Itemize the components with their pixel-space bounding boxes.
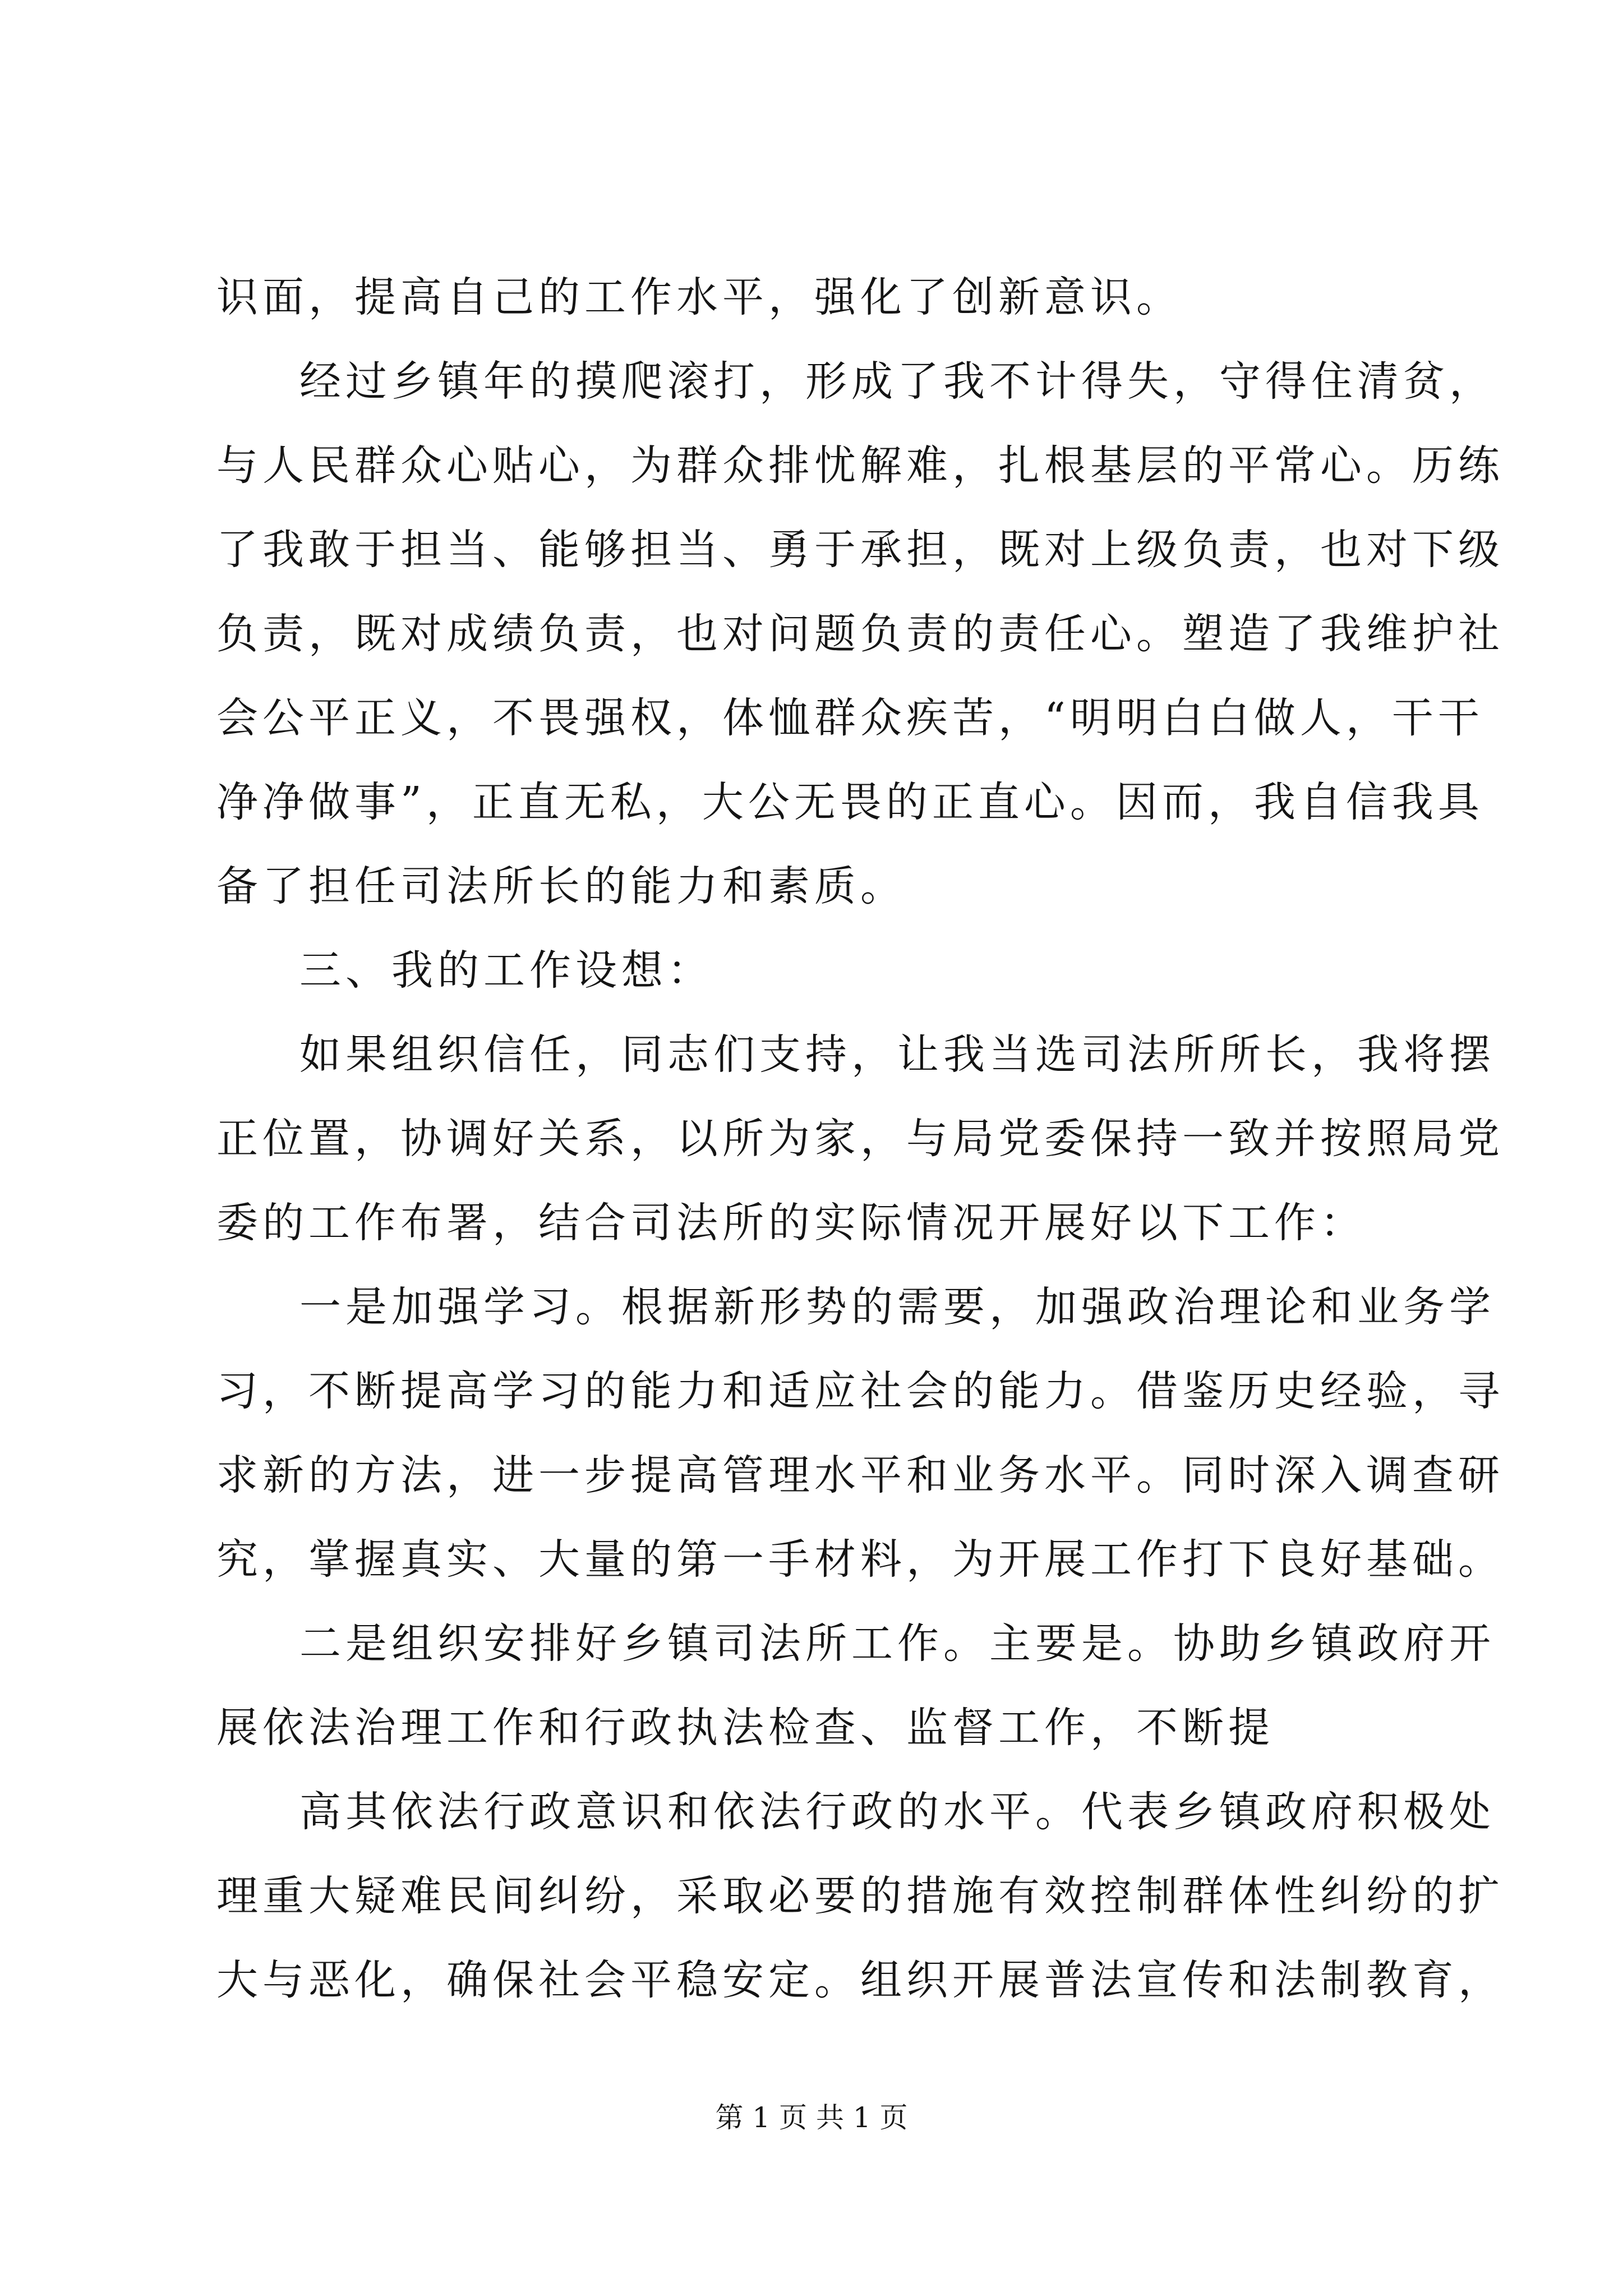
text-line: 习，不断提高学习的能力和适应社会的能力。借鉴历史经验，寻 <box>216 1367 1504 1415</box>
text-line: 识面，提高自己的工作水平，强化了创新意识。 <box>216 273 1182 321</box>
text-line: 高其依法行政意识和依法行政的水平。代表乡镇政府积极处 <box>299 1788 1495 1836</box>
text-line: 如果组织信任，同志们支持，让我当选司法所所长，我将摆 <box>299 1030 1495 1079</box>
text-line: 大与恶化，确保社会平稳安定。组织开展普法宣传和法制教育， <box>216 1956 1504 2004</box>
text-line: 究，掌握真实、大量的第一手材料，为开展工作打下良好基础。 <box>216 1535 1504 1584</box>
text-line: 求新的方法，进一步提高管理水平和业务水平。同时深入调查研 <box>216 1451 1504 1499</box>
text-line: 委的工作布署，结合司法所的实际情况开展好以下工作： <box>216 1199 1366 1247</box>
text-line: 负责，既对成绩负责，也对问题负责的责任心。塑造了我维护社 <box>216 610 1504 658</box>
text-line: 展依法治理工作和行政执法检查、监督工作，不断提 <box>216 1704 1274 1752</box>
text-line: 会公平正义，不畏强权，体恤群众疾苦，“明明白白做人，干干 <box>216 694 1484 742</box>
section-heading: 三、我的工作设想： <box>299 946 713 995</box>
page-footer: 第 1 页 共 1 页 <box>715 2101 908 2134</box>
text-line: 与人民群众心贴心，为群众排忧解难，扎根基层的平常心。历练 <box>216 441 1504 490</box>
document-body <box>216 255 1504 2022</box>
text-line: 净净做事”，正直无私，大公无畏的正直心。因而，我自信我具 <box>216 778 1484 826</box>
text-line: 理重大疑难民间纠纷，采取必要的措施有效控制群体性纠纷的扩 <box>216 1872 1504 1920</box>
text-line: 正位置，协调好关系，以所为家，与局党委保持一致并按照局党 <box>216 1115 1504 1163</box>
text-line: 备了担任司法所长的能力和素质。 <box>216 862 906 910</box>
text-line: 了我敢于担当、能够担当、勇于承担，既对上级负责，也对下级 <box>216 526 1504 574</box>
text-line: 二是组织安排好乡镇司法所工作。主要是。协助乡镇政府开 <box>299 1619 1495 1668</box>
text-line: 一是加强学习。根据新形势的需要，加强政治理论和业务学 <box>299 1283 1495 1331</box>
text-line: 经过乡镇年的摸爬滚打，形成了我不计得失，守得住清贫， <box>299 357 1495 406</box>
